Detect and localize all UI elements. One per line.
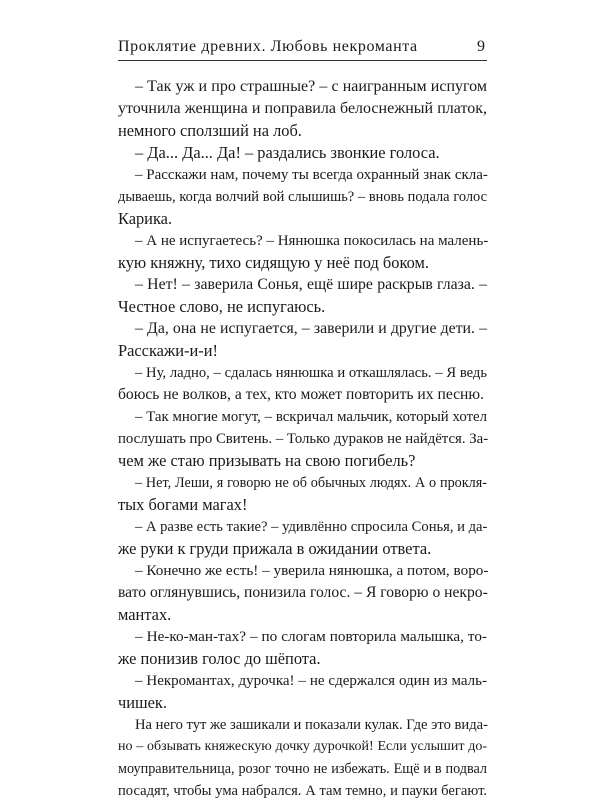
text-line: – А разве есть такие? – удивлённо спросила Сонья, и да- xyxy=(135,519,488,535)
text-line: же понизив голос до шёпота. xyxy=(118,649,321,668)
text-line: – Нет! – заверила Сонья, ещё шире раскрыв глаза. – xyxy=(135,276,487,293)
text-line: – Так многие могут, – вскричал мальчик, который хотел xyxy=(135,409,487,425)
text-line: же руки к груди прижала в ожидании ответа. xyxy=(118,539,432,558)
text-line: дываешь, когда волчий вой слышишь? – вновь подала голос xyxy=(118,189,487,205)
text-line: – Расскажи нам, почему ты всегда охранный знак скла- xyxy=(135,167,488,183)
text-line: вато оглянувшись, понизила голос. – Я говорю о некро- xyxy=(118,584,488,601)
text-line: немного сползший на лоб. xyxy=(118,121,302,140)
running-title: Проклятие древних. Любовь некроманта xyxy=(118,38,418,55)
text-line: – Не-ко-ман-тах? – по слогам повторила малышка, то- xyxy=(135,628,487,645)
text-line: чем же стаю призывать на свою погибель? xyxy=(118,451,416,470)
page-number: 9 xyxy=(477,38,485,55)
running-header xyxy=(118,30,487,61)
text-line: Честное слово, не испугаюсь. xyxy=(118,297,326,316)
text-line: – Ну, ладно, – сдалась нянюшка и откашлялась. – Я ведь xyxy=(135,365,487,381)
text-line: посадят, чтобы ума набрался. А там темно, и пауки бегают. xyxy=(118,783,487,799)
text-line: Карика. xyxy=(118,209,173,228)
text-line: кую княжну, тихо сидящую у неё под боком. xyxy=(118,253,429,272)
text-line: – А не испугаетесь? – Нянюшка покосилась на малень- xyxy=(135,233,489,249)
text-line: Расскажи-и-и! xyxy=(118,341,218,360)
text-line: моуправительница, розог точно не избежать. Ещё и в подвал xyxy=(118,761,487,777)
body-text xyxy=(118,76,487,802)
text-line: боюсь не волков, а тех, кто может повторить их песню. xyxy=(118,386,484,403)
text-line: – Так уж и про страшные? – с наигранным испугом xyxy=(135,78,487,95)
text-line: мантах. xyxy=(118,605,172,624)
text-line: чишек. xyxy=(118,693,167,712)
text-line: На него тут же зашикали и показали кулак. Где это вида- xyxy=(135,717,489,733)
text-line: послушать про Свитень. – Только дураков не найдётся. За- xyxy=(118,431,489,447)
text-line: – Да, она не испугается, – заверили и другие дети. – xyxy=(135,320,487,337)
text-line: – Конечно же есть! – уверила нянюшка, а потом, воро- xyxy=(135,562,489,579)
text-line: – Да... Да... Да! – раздались звонкие голоса. xyxy=(135,143,440,162)
text-line: – Некромантах, дурочка! – не сдержался один из маль- xyxy=(135,673,487,689)
text-line: – Нет, Леши, я говорю не об обычных людях. А о прокля- xyxy=(135,475,487,491)
text-line: уточнила женщина и поправила белоснежный платок, xyxy=(118,100,487,117)
text-line: но – обзывать княжескую дочку дурочкой! Если услышит до- xyxy=(118,739,487,754)
text-line: тых богами магах! xyxy=(118,495,248,514)
